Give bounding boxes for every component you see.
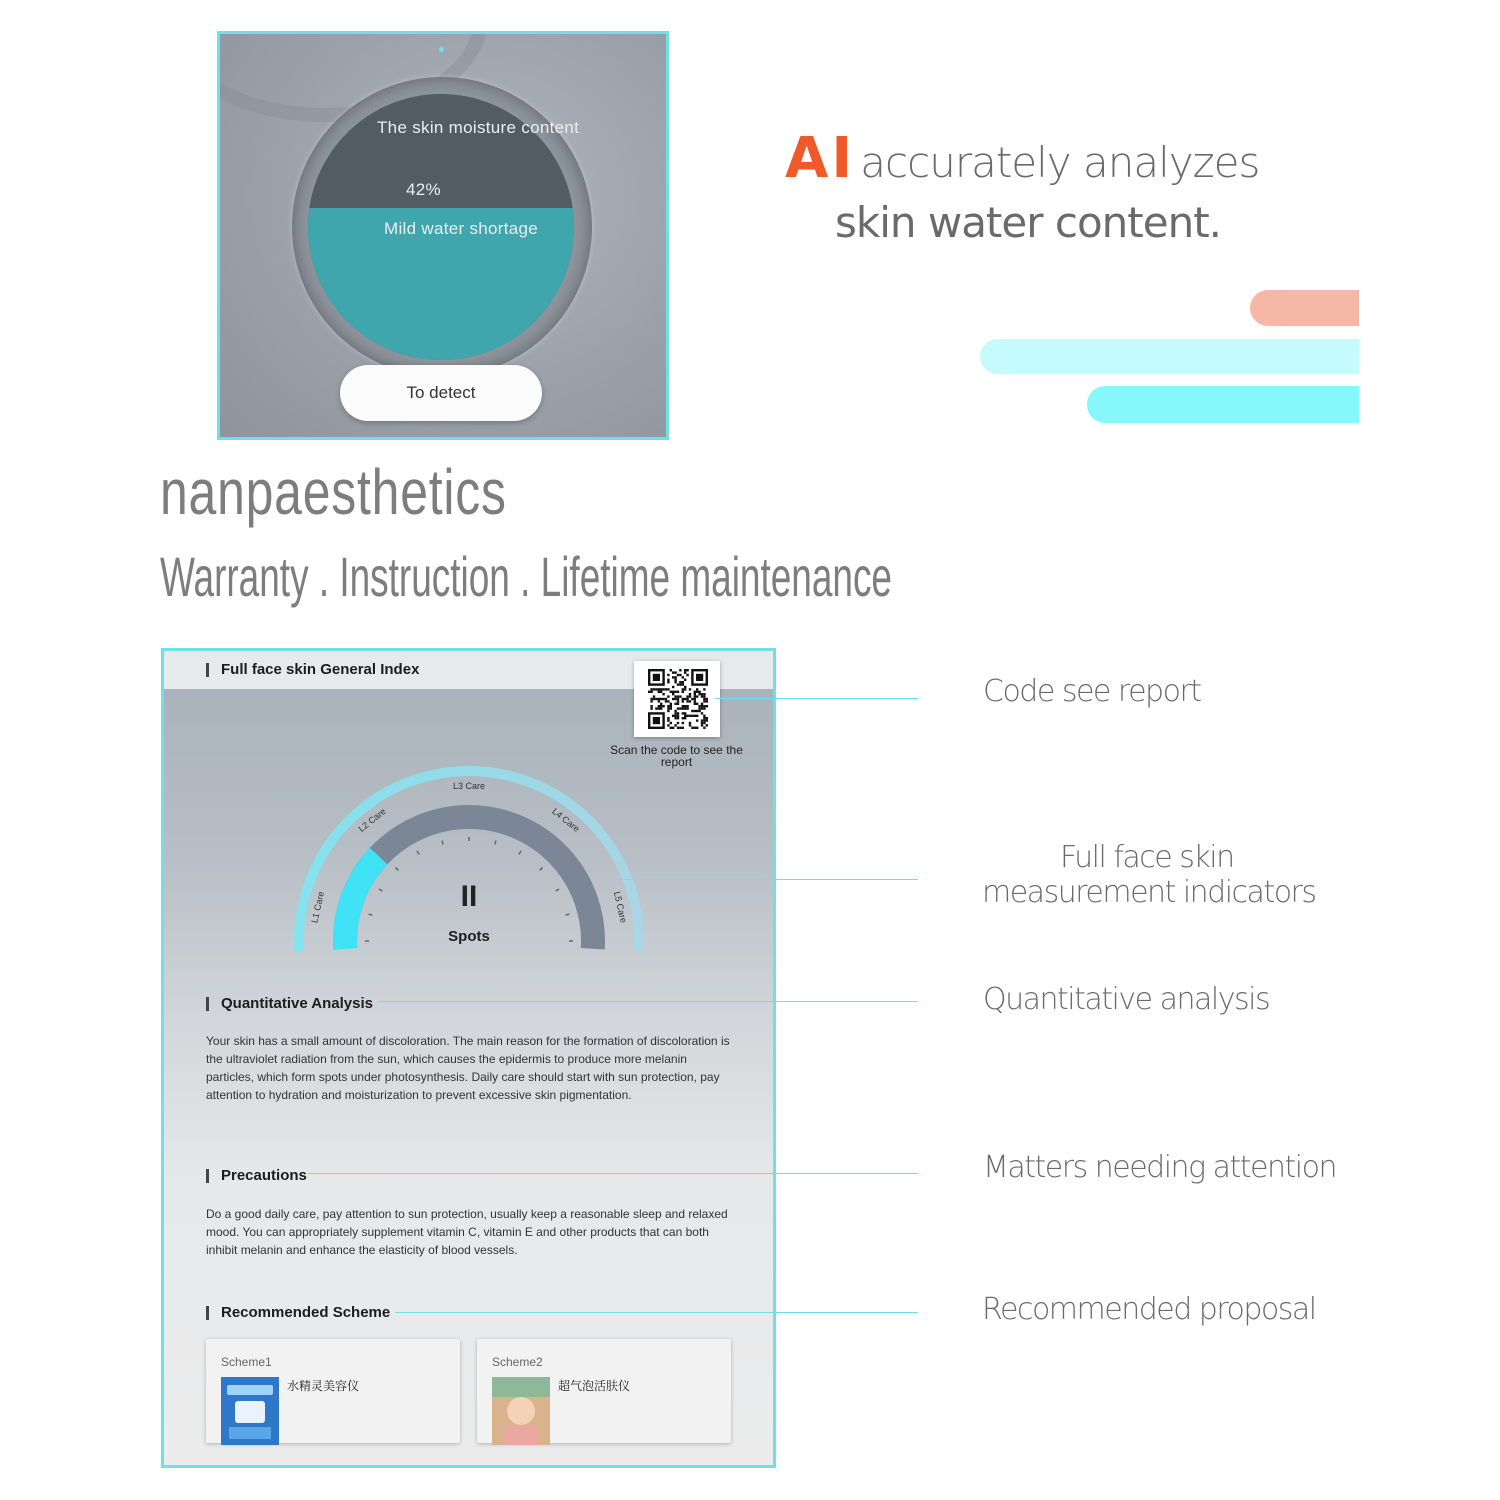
decorative-bar-orange	[1250, 290, 1359, 326]
decorative-bar-cyan	[1087, 386, 1359, 423]
qr-caption: Scan the code to see the report	[610, 743, 743, 769]
gauge-level-label: L3 Care	[452, 781, 486, 791]
ai-label: AI	[785, 126, 856, 191]
callout-line	[620, 879, 918, 880]
scheme-label: Scheme1	[221, 1355, 272, 1369]
gauge-tick	[495, 841, 496, 845]
headline-line2: skin water content.	[835, 198, 1222, 247]
gauge-tick	[369, 914, 373, 915]
product-image	[492, 1377, 550, 1445]
moisture-percent: 42%	[406, 180, 441, 199]
gauge-level-label: L4 Care	[550, 806, 582, 834]
gauge-level-label: L2 Care	[356, 806, 388, 834]
gauge-center-label: Spots	[448, 928, 490, 945]
moisture-panel	[217, 31, 669, 440]
gauge-tick	[519, 851, 521, 854]
product-image	[221, 1377, 279, 1445]
qr-code[interactable]	[634, 661, 720, 737]
callout-line	[395, 1312, 918, 1313]
quantitative-title: Quantitative Analysis	[206, 997, 373, 1011]
qr-code-icon	[634, 661, 720, 737]
scheme-label: Scheme2	[492, 1355, 543, 1369]
callout-proposal: Recommended proposal	[982, 1292, 1316, 1327]
callout-line	[715, 698, 918, 699]
gauge-tick	[556, 889, 559, 891]
gauge-tick	[566, 914, 570, 915]
callout-line	[308, 1173, 918, 1174]
callout-attention: Matters needing attention	[983, 1150, 1336, 1185]
gauge-level-label: L5 Care	[611, 890, 629, 924]
scheme-card[interactable]	[206, 1339, 460, 1443]
precautions-title: Precautions	[206, 1169, 307, 1183]
quantitative-text: Your skin has a small amount of discoloration. The main reason for the formation of discoloration is the ultraviolet radiation from the sun, which causes the epidermis to produce more melanin particles, which form spots under photosynthesis. Daily care should start with sun protection, pay attention to hydration and moisturization to prevent excessive skin pigmentation.	[206, 1034, 730, 1102]
indicator-dot	[439, 47, 444, 52]
brand-name: nanpaesthetics	[160, 456, 507, 528]
gauge-center-value: II	[460, 880, 478, 913]
gauge-tick	[442, 841, 443, 845]
recommended-title: Recommended Scheme	[206, 1306, 390, 1320]
callout-code-report: Code see report	[983, 674, 1201, 709]
callout-line	[378, 1001, 918, 1002]
ai-headline	[785, 126, 1305, 191]
precautions-text: Do a good daily care, pay attention to sun protection, usually keep a reasonable sleep and relaxed mood. You can appropriately supplement vitamin C, vitamin E and other products that can both inhibit melanin and enhance the elasticity of blood vessels.	[206, 1207, 728, 1257]
moisture-title: The skin moisture content	[377, 118, 580, 137]
to-detect-button[interactable]: To detect	[340, 365, 542, 421]
brand-tagline: Warranty . Instruction . Lifetime maintenance	[160, 545, 892, 608]
scheme-name: 超气泡活肤仪	[558, 1379, 631, 1393]
scheme-card[interactable]	[477, 1339, 731, 1443]
callout-quantitative: Quantitative analysis	[983, 982, 1270, 1017]
spots-gauge	[282, 741, 652, 961]
gauge-level-fill	[345, 856, 379, 949]
gauge-level-label: L1 Care	[309, 890, 327, 924]
gauge-tick	[395, 867, 398, 870]
skin-report-panel	[161, 648, 776, 1468]
gauge-tick	[379, 889, 382, 891]
gauge-tick	[417, 851, 419, 854]
gauge-tick	[540, 867, 543, 870]
moisture-status: Mild water shortage	[384, 219, 539, 238]
general-index-title: Full face skin General Index	[206, 663, 419, 677]
scheme-name: 水精灵美容仪	[287, 1379, 360, 1393]
callout-indicators-line1: Full face skin	[1060, 840, 1234, 875]
decorative-bar-cyan	[980, 339, 1359, 374]
headline-line1: accurately analyzes	[860, 138, 1260, 187]
callout-indicators-line2: measurement indicators	[982, 875, 1316, 910]
